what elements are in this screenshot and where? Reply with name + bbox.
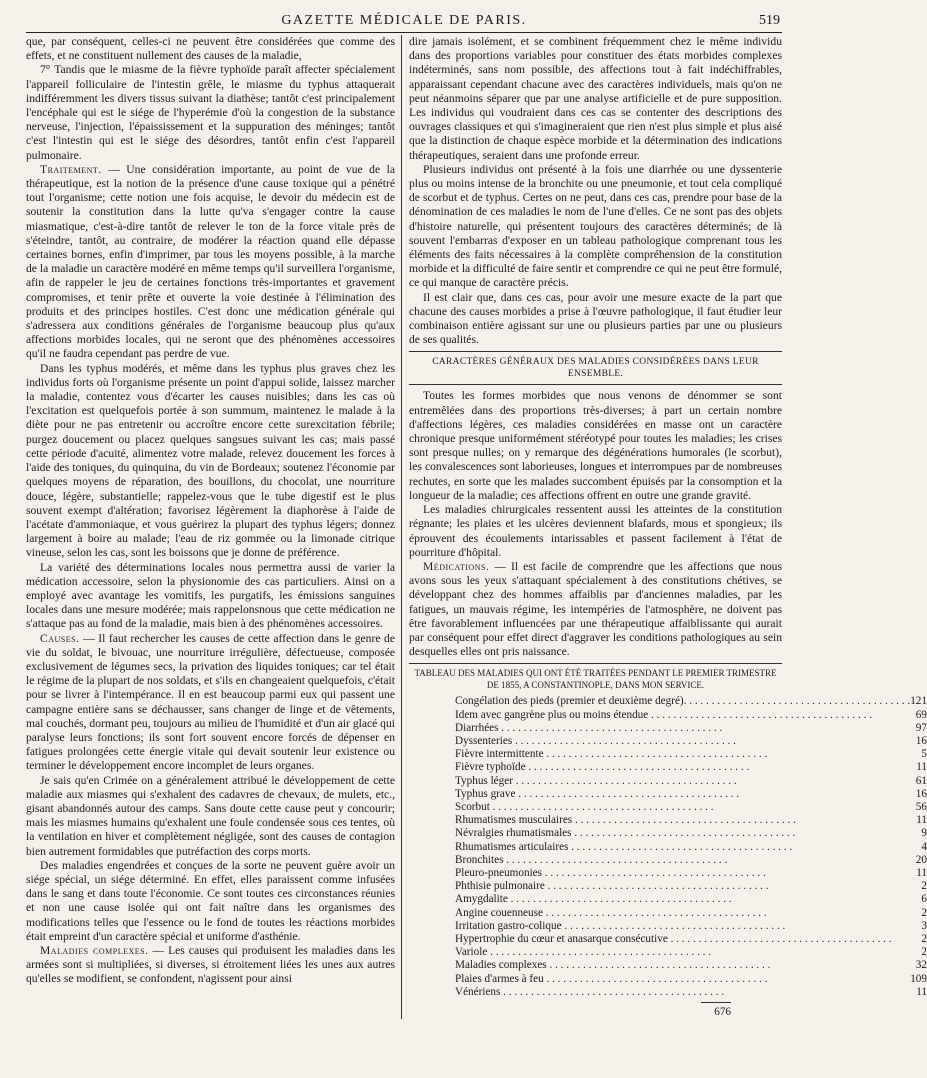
disease-name: Diarrhées . . .: [455, 722, 910, 735]
table-row: [455, 959, 927, 972]
paragraph: 7° Tandis que le miasme de la fièvre typhoïde paraît affecter spécialement l'appareil folliculaire de l'intestin grêle, le miasme du typhus attaquerait indifféremment les divers tissus suivant la diathèse; tantôt c'est principalement l'encéphale qui est le siége de l'hyperémie d'où la congestion de la substance nerveuse, l'injection, l'épaississement et la suppuration des méninges; tantôt c'est l'intestin qui est le siége des désordres, tantôt enfin c'est l'appareil pulmonaire.: [26, 63, 395, 162]
section-label: Maladies complexes.: [40, 944, 149, 957]
disease-name: Phthisie pulmonaire . . .: [455, 880, 910, 893]
disease-name: Rhumatismes musculaires . . .: [455, 814, 910, 827]
disease-name: Pleuro-pneumonies . . .: [455, 867, 910, 880]
disease-name: Maladies complexes . . .: [455, 959, 910, 972]
table-row: [455, 841, 927, 854]
table-row: [455, 907, 927, 920]
divider: [409, 663, 782, 664]
disease-name: Typhus grave . . .: [455, 788, 910, 801]
paragraph-text: — Les causes qui produisent les maladies dans les armées sont si multipliées, si diverses, si étroitement liées les unes aux autres qu'elles se modifient, se confondent, n'agissent pour ainsi: [26, 944, 395, 986]
case-count: 56: [915, 800, 927, 813]
disease-name: Scorbut . . .: [455, 801, 910, 814]
case-count: 32: [915, 959, 927, 972]
paragraph-text: — Une considération importante, au point de vue de la thérapeutique, est la notion de la présence d'une cause toxique qui a pénétré tout l'organisme; cette notion une fois acquise, le devoir du médecin est de soutenir la constitution dans la lutte qu'va s'engager contre la cause miasmatique, c'est-à-dire tantôt de relever le ton de la force vitale près de s'éteindre, tantôt, au contraire, de modérer la réaction quand elle dépasse certaines bornes, enfin d'imprimer, par tous les moyens possible, à la marche de la maladie un caractère modéré en même temps qu'il surveillera l'organisme, afin de rappeler le jeu de certaines fonctions très-importantes et gravement compromises, et tenir prête et ouverte la voie destinée à l'élimination des produits et des principes hostiles. C'est donc une médication générale qui s'adressera aux conditions générales de l'organisme beaucoup plus qu'aux affections morbides locales, qui ne seront que des phénomènes accessoires qu'il ne faudra cependant pas perdre de vue.: [26, 162, 395, 361]
table-row: [455, 788, 927, 801]
case-count: 3: [921, 919, 927, 932]
paragraph-complex-diseases: [26, 944, 395, 987]
disease-name: Plaies d'armes à feu . . .: [455, 973, 910, 986]
table-row: [455, 761, 927, 774]
section-label: Causes.: [40, 631, 80, 645]
paragraph: La variété des déterminations locales nous permettra aussi de varier la médication accessoire, selon la physionomie des cas particuliers. Ainsi on a employé avec avantage les vomitifs, les purgatifs, les émissions sanguines locales dans une mesure modérée; mais rappelonsnous que cette médication ne s'attaque pas au fond de la maladie, mais bien à des phénomènes accessoires.: [26, 560, 395, 631]
table-row: [455, 709, 927, 722]
table-row: [455, 867, 927, 880]
table-title-line: TABLEAU DES MALADIES QUI ONT ÉTÉ TRAITÉES PENDANT LE PREMIER TRIMESTRE: [414, 668, 777, 679]
table-row: [455, 722, 927, 735]
table-title: [409, 668, 782, 691]
table-total: 676: [714, 1006, 731, 1018]
disease-table: [455, 695, 927, 999]
case-count: 2: [921, 880, 927, 893]
case-count: 11: [916, 866, 927, 879]
case-count: 11: [916, 814, 927, 827]
table-row: [455, 748, 927, 761]
case-count: 9: [921, 827, 927, 840]
table-row: [455, 814, 927, 827]
case-count: 5: [921, 748, 927, 761]
paragraph: Les maladies chirurgicales ressentent aussi les atteintes de la constitution régnante; les plaies et les ulcères deviennent blafards, mous et spongieux; ils éprouvent des écoulements intarissables et passent facilement à l'état de pourriture d'hôpital.: [409, 503, 782, 559]
section-label: Médications.: [423, 559, 490, 573]
divider: [409, 351, 782, 352]
total-rule: [701, 1002, 731, 1003]
table-row: [455, 801, 927, 814]
case-count: 97: [915, 721, 927, 734]
table-row: [455, 933, 927, 946]
case-count: 2: [921, 906, 927, 919]
table-title-line: DE 1855, A CONSTANTINOPLE, DANS MON SERVICE.: [486, 679, 705, 690]
disease-name: Hypertrophie du cœur et anasarque consécutive . . .: [455, 933, 910, 946]
section-label: Traitement.: [40, 162, 102, 176]
paragraph-text: — Il faut rechercher les causes de cette affection dans le genre de vie du soldat, le bivouac, une nourriture irrégulière, défectueuse, composée exclusivement de légumes secs, la privation des liquides toniques; car tel était le régime de la plupart de nos soldats, et s'ils en changeaient quelquefois, c'était pour se livrer à l'intempérance. Il en est beaucoup parmi eux qui passent une campagne entière sans se déchausser, sans changer de linge et de vêtements, mal couchés, dormant peu, toujours au milieu de l'humidité et d'un air glacé qui paralyse leurs fonctions; ils sont fort souvent encore forcés de dépenser en fatigues prolongées cette énergie vitale qui devait soutenir leur existence ou terminer le développement encore incomplet de leurs organes.: [26, 631, 395, 773]
disease-name: Idem avec gangrène plus ou moins étendue . . .: [455, 709, 910, 722]
table-row: [455, 946, 927, 959]
case-count: 11: [916, 761, 927, 774]
table-row: [455, 880, 927, 893]
disease-name: Fièvre typhoïde . . .: [455, 761, 910, 774]
table-row: [455, 986, 927, 999]
paragraph: Des maladies engendrées et conçues de la sorte ne peuvent guère avoir un siége spécial, un siége déterminé. En effet, elles paraissent comme infusées dans le sang et dans toute l'économie. Ce sont toutes ces circonstances réunies et non une cause isolée qui ont fait naître dans les organismes des modifications telles que l'essence ou le fond de toutes les réactions morbides était empreint d'un caractère spécial et uniforme d'asthénie.: [26, 858, 395, 943]
disease-name: Irritation gastro-colique . . .: [455, 920, 910, 933]
disease-name: Névralgies rhumatismales . . .: [455, 827, 910, 840]
case-count: 61: [915, 774, 927, 787]
table-row: [455, 735, 927, 748]
paragraph-causes: [26, 632, 395, 774]
case-count: 16: [915, 734, 927, 747]
left-column: [26, 35, 401, 1019]
right-column: [401, 35, 927, 1019]
disease-name: Variole . . .: [455, 946, 910, 959]
case-count: 11: [916, 985, 927, 998]
disease-name: Amygdalite . . .: [455, 893, 910, 906]
disease-name: Fièvre intermittente . . .: [455, 748, 910, 761]
table-row: [455, 920, 927, 933]
disease-name: Bronchites . . .: [455, 854, 910, 867]
divider: [409, 384, 782, 385]
page-header: [26, 8, 782, 33]
disease-name: Typhus léger . . .: [455, 775, 910, 788]
table-row: [455, 695, 927, 708]
paragraph: Toutes les formes morbides que nous venons de dénommer se sont entremêlées dans des proportions très-diverses; à part un certain nombre d'affections légères, ces maladies considérées en masse ont un caractère chronique presque uniformément stéréotypé pour toutes les maladies; les crises sont presque nulles; on y remarque des dégénérations humorales (le scorbut), les convalescences sont laborieuses, longues et interrompues par de nombreuses rechutes, en sorte que les malades succombent épuisés par la consomption et la longueur de la maladie; ces affections offrent en outre une grande gravité.: [409, 389, 782, 502]
disease-name: Dyssenteries . . .: [455, 735, 910, 748]
paragraph: Il est clair que, dans ces cas, pour avoir une mesure exacte de la part que chacune des causes morbides a prise à l'œuvre pathologique, il faut étudier leur combinaison entière agissant sur une ou plusieurs parties par une ou plusieurs de ses qualités.: [409, 290, 782, 347]
case-count: 20: [915, 853, 927, 866]
paragraph-treatment: [26, 163, 395, 362]
paragraph: dire jamais isolément, et se combinent fréquemment chez le même individu dans des proportions variables pour constituer des états morbides complexes indéterminés, sans nom possible, des affections tout à fait indéchiffrables, apparaissant cependant chacune avec des caractères individuels, mais qu'on ne peut néanmoins séparer que par une analyse artificielle et de pure supposition. Les individus qui voudraient dans ces cas se contenter des descriptions des ouvrages classiques et qui s'imagineraient que rien n'est plus simple et plus aisé que la distinction de chaque espèce morbide et la détermination des indications thérapeutiques, seraient dans une profonde erreur.: [409, 35, 782, 162]
table-row: [455, 827, 927, 840]
case-count: 6: [921, 893, 927, 906]
table-row: [455, 854, 927, 867]
paragraph: Je sais qu'en Crimée on a généralement attribué le développement de cette maladie aux miasmes qui s'exhalent des cadavres de chevaux, de mulets, etc., gisant abandonnés autour des camps. Sans doute cette cause peut y concourir; mais les miasmes humains qu'exhalent une foule condensée sous ces tentes, où la ventilation en hiver et complètement négligée, sont des causes de contagion bien autrement formidables que putréfaction des corps morts.: [26, 773, 395, 858]
paragraph-text: — Il est facile de comprendre que les affections que nous avons sous les yeux s'attaquant spécialement à des constitutions chétives, se développant chez des hommes affaiblis par d'anciennes maladies, par les fatigues, un mauvais régime, les intempéries de l'atmosphère, ne doivent pas être favorablement influencées par une thérapeutique affaiblissante qui aurait par conséquent pour effet direct d'aggraver les conditions pathologiques au sein desquelles elles ont pris naissance.: [409, 559, 782, 659]
journal-title: GAZETTE MÉDICALE DE PARIS.: [281, 13, 527, 28]
paragraph: que, par conséquent, celles-ci ne peuvent être considérées que comme des effets, et ne constituent nullement des causes de la maladie,: [26, 35, 395, 63]
paragraph: Dans les typhus modérés, et même dans les typhus plus graves chez les individus forts où l'organisme présente un point d'appui solide, laissez marcher la maladie, contentez vous d'écarter les causes nuisibles; dans les cas où l'excitation est quelquefois portée à son summum, maintenez le malade à la diète pour ne pas entretenir ou accroître encore cette surexcitation fébrile; purgez doucement ou placez quelques sangsues suivant les cas; mais passé cette période d'acuité, alimentez votre malade, relevez doucement les forces à l'aide des toniques, du quinquina, du vin de Bordeaux; soutenez l'économie par quelques moyens de réparation, des bouillons, du chocolat, une nourriture douce, légère, substantielle; rappelez-vous que le tube digestif est le plus souvent exempt d'altération; favorisez légèrement la diaphorèse à l'aide de l'acétate d'ammoniaque, et vous guérirez la plupart des typhus légers; donnez largement à boire au malade; l'eau de riz gommée ou la limonade citrique vineuse, selon les cas, sont les boissons que je donne de préférence.: [26, 361, 395, 560]
disease-name: Congélation des pieds (premier et deuxième degré). . . .: [455, 695, 910, 708]
disease-name: Angine couenneuse . . .: [455, 907, 910, 920]
paragraph: Plusieurs individus ont présenté à la fois une diarrhée ou une dyssenterie plus ou moins intense de la bronchite ou une pneumonie, et tout cela compliqué de scorbut et de typhus. Certes on ne peut, dans ces cas, prendre pour base de la dénomination de ces maladies le nom de l'une d'elles. Ce ne sont pas des objets d'histoire naturelle, qui présentent toujours des caractères déterminés; de là souvent l'embarras d'exposer en un tableau pathologique comprenant tous les éléments des faits nécessaires à la complète compréhension de la constitution morbide et la difficulté de faire sentir et comprendre ce qui ne peut être formulé, ce qui manque de caractère précis.: [409, 162, 782, 290]
table-row: [455, 893, 927, 906]
case-count: 16: [915, 787, 927, 800]
case-count: 2: [921, 932, 927, 945]
section-heading: CARACTÈRES GÉNÉRAUX DES MALADIES CONSIDÉRÉES DANS LEUR ENSEMBLE.: [432, 357, 759, 380]
case-count: 2: [921, 946, 927, 959]
case-count: 121: [910, 695, 927, 708]
table-row: [455, 775, 927, 788]
page-number: 519: [759, 13, 780, 28]
case-count: 69: [915, 708, 927, 721]
article-columns: [26, 35, 927, 1019]
case-count: 109: [910, 972, 927, 985]
case-count: 4: [921, 840, 927, 853]
disease-name: Vénériens . . .: [455, 986, 910, 999]
table-row: [455, 973, 927, 986]
paragraph-medications: [409, 560, 782, 659]
disease-name: Rhumatismes articulaires . . .: [455, 841, 910, 854]
